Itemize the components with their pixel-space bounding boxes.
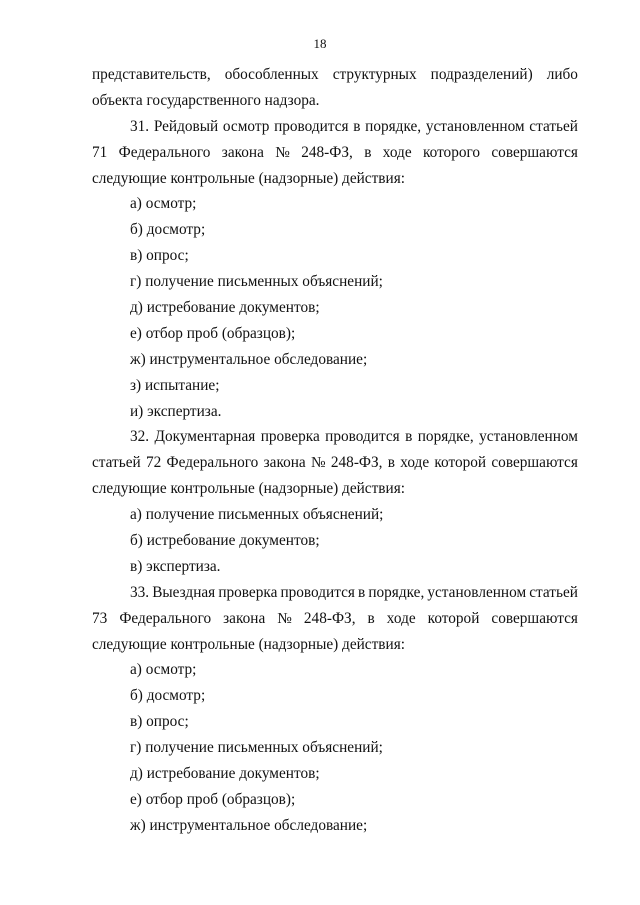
word: статьей: [529, 583, 578, 601]
list-item: б) досмотр;: [130, 687, 206, 705]
word: Документарная: [154, 428, 256, 446]
clause-31-heading-line: [92, 114, 578, 140]
page-body: [92, 62, 578, 839]
word: представительств,: [92, 66, 211, 83]
word: проверка: [260, 428, 320, 446]
word: подразделений): [430, 66, 533, 83]
word: в: [358, 583, 366, 601]
word: в: [387, 454, 395, 472]
word: проводится: [280, 583, 355, 601]
list-item: в) экспертиза.: [130, 557, 221, 575]
word: порядке,: [417, 428, 474, 446]
list-item: б) досмотр;: [130, 221, 206, 239]
text-line: [92, 450, 578, 476]
word: 31.: [130, 117, 150, 135]
word: 72: [145, 454, 162, 472]
list-item: д) истребование документов;: [130, 299, 320, 317]
list-item: з) испытание;: [130, 376, 220, 394]
word: которой: [427, 609, 480, 627]
list-item: г) получение письменных объяснений;: [130, 273, 383, 291]
list-item: е) отбор проб (образцов);: [130, 324, 296, 342]
clause-32-heading-line: [92, 424, 578, 450]
word: 248-ФЗ,: [301, 143, 353, 161]
word: в: [367, 609, 375, 627]
word: 33.: [130, 583, 150, 601]
list-item: б) истребование документов;: [130, 532, 320, 550]
word: проверка: [218, 583, 278, 601]
word: осмотр: [222, 117, 270, 135]
word: установленном: [427, 583, 527, 601]
word: проводится: [325, 428, 400, 446]
list-item: ж) инструментальное обследование;: [130, 816, 368, 834]
word: закона: [221, 143, 264, 161]
word: Рейдовый: [153, 117, 219, 135]
word: установленном: [479, 428, 578, 446]
list-item: а) осмотр;: [130, 661, 197, 679]
list-item: г) получение письменных объяснений;: [130, 739, 383, 757]
word: №: [277, 609, 292, 627]
word: №: [275, 143, 290, 161]
word: Выездная: [152, 583, 216, 601]
word: либо: [546, 66, 578, 83]
word: ходе: [400, 454, 430, 472]
list-item: д) истребование документов;: [130, 765, 320, 783]
word: статьей: [529, 117, 578, 135]
word: 248-ФЗ,: [330, 454, 383, 472]
word: в: [353, 117, 361, 135]
list-item: в) опрос;: [130, 247, 189, 265]
list-item: а) получение письменных объяснений;: [130, 506, 384, 524]
word: которой: [434, 454, 487, 472]
word: установленном: [425, 117, 525, 135]
word: 71: [92, 143, 108, 161]
word: закона: [263, 454, 306, 472]
word: ходе: [386, 609, 416, 627]
word: совершаются: [491, 454, 578, 472]
word: №: [311, 454, 326, 472]
text-line: следующие контрольные (надзорные) действия:: [92, 480, 405, 498]
list-item: ж) инструментальное обследование;: [130, 350, 368, 368]
text-line: следующие контрольные (надзорные) действия:: [92, 169, 405, 187]
text-line: [92, 62, 578, 88]
text-line: [92, 606, 578, 632]
word: 248-ФЗ,: [303, 609, 356, 627]
text-line: объекта государственного надзора.: [92, 91, 320, 109]
word: порядке,: [365, 117, 422, 135]
text-line: [92, 140, 578, 166]
word: которого: [422, 143, 481, 161]
word: структурных: [332, 66, 417, 83]
word: 32.: [130, 428, 150, 446]
page-number: 18: [313, 36, 327, 51]
word: ходе: [382, 143, 412, 161]
text-line: следующие контрольные (надзорные) действия:: [92, 635, 405, 653]
word: Федерального: [118, 143, 211, 161]
word: в: [405, 428, 413, 446]
word: совершаются: [491, 609, 578, 627]
word: порядке,: [368, 583, 425, 601]
word: закона: [223, 609, 266, 627]
word: проводится: [274, 117, 349, 135]
clause-33-heading-line: [92, 580, 578, 606]
list-item: в) опрос;: [130, 713, 189, 731]
word: статьей: [92, 454, 141, 472]
list-item: а) осмотр;: [130, 195, 197, 213]
word: Федерального: [119, 609, 212, 627]
word: совершаются: [491, 143, 578, 161]
list-item: е) отбор проб (образцов);: [130, 790, 296, 808]
list-item: и) экспертиза.: [130, 402, 222, 420]
word: Федерального: [166, 454, 259, 472]
word: в: [364, 143, 372, 161]
word: обособленных: [224, 66, 319, 83]
word: 73: [92, 609, 108, 627]
